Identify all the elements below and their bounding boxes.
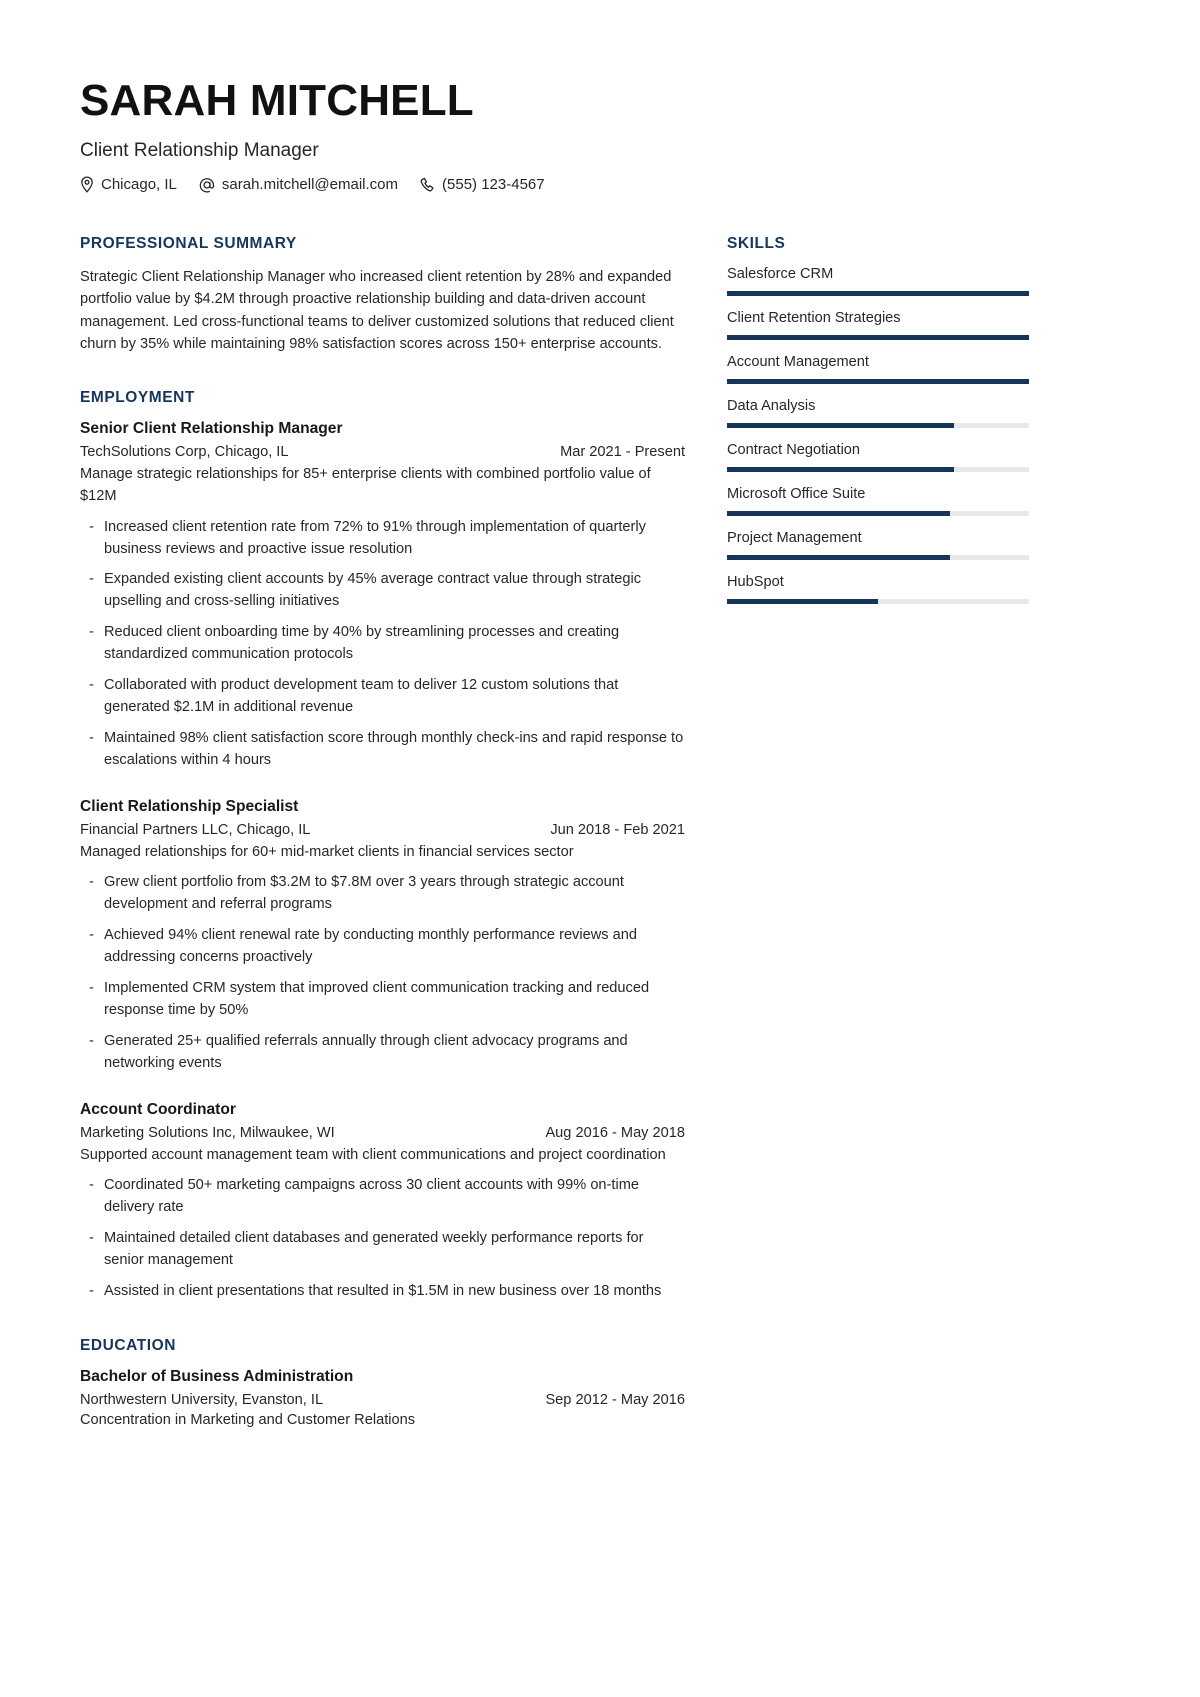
job-bullet-list <box>80 517 685 772</box>
job-bullet-text: Achieved 94% client renewal rate by conducting monthly performance reviews and addressing concerns proactively <box>104 927 637 966</box>
education-dates: Sep 2012 - May 2016 <box>545 1391 685 1408</box>
section-professional-summary <box>80 235 685 355</box>
contact-email[interactable] <box>199 176 398 193</box>
skill-level-track <box>727 555 1029 560</box>
job-bullet-text: Grew client portfolio from $3.2M to $7.8M over 3 years through strategic account development and referral programs <box>104 874 624 913</box>
job-description: Managed relationships for 60+ mid-market clients in financial services sector <box>80 843 574 860</box>
skill-name: Data Analysis <box>727 398 816 415</box>
skills-list <box>727 266 1029 604</box>
skill-level-fill <box>727 555 950 560</box>
skill-level-fill <box>727 599 878 604</box>
contact-location-text: Chicago, IL <box>101 176 177 194</box>
skill-item <box>727 442 1029 472</box>
resume-body <box>80 235 1120 1462</box>
job-dates: Mar 2021 - Present <box>560 443 685 460</box>
bullet-marker-icon: - <box>89 1230 94 1247</box>
job-role: Account Coordinator <box>80 1100 236 1118</box>
employment-list <box>80 420 685 1303</box>
skill-name: Client Retention Strategies <box>727 310 901 327</box>
skill-item <box>727 486 1029 516</box>
job-bullet <box>80 1175 685 1219</box>
skill-name: Account Management <box>727 354 869 371</box>
skill-name: HubSpot <box>727 574 784 591</box>
bullet-marker-icon: - <box>89 729 94 746</box>
section-skills <box>727 235 1029 604</box>
bullet-marker-icon: - <box>89 677 94 693</box>
section-title-education: EDUCATION <box>80 1336 176 1354</box>
skill-item <box>727 530 1029 560</box>
job-bullet <box>80 1228 685 1272</box>
job-dates: Jun 2018 - Feb 2021 <box>550 821 685 838</box>
job-bullet <box>80 517 685 561</box>
job-bullet-text: Maintained 98% client satisfaction score through monthly check-ins and rapid response to escalations within 4 hours <box>104 729 684 768</box>
job-meta <box>80 444 685 460</box>
skill-level-track <box>727 379 1029 384</box>
contact-phone-text: (555) 123-4567 <box>442 176 545 194</box>
section-title-summary: PROFESSIONAL SUMMARY <box>80 235 297 253</box>
education-entry <box>80 1368 685 1428</box>
job-bullet-text: Reduced client onboarding time by 40% by streamlining processes and creating standardized communication protocols <box>104 624 620 663</box>
sidebar-column <box>727 235 1029 638</box>
bullet-marker-icon: - <box>89 927 94 944</box>
education-meta <box>80 1392 685 1408</box>
job-bullet-text: Implemented CRM system that improved client communication tracking and reduced response time by 50% <box>104 980 650 1018</box>
job-bullet <box>80 728 685 772</box>
skill-level-fill <box>727 379 1029 384</box>
job-bullet-text: Increased client retention rate from 72% to 91% through implementation of quarterly business reviews and proactive issue resolution <box>104 518 646 557</box>
skill-level-track <box>727 291 1029 296</box>
section-employment <box>80 389 685 1303</box>
skill-item <box>727 310 1029 340</box>
skill-item <box>727 398 1029 428</box>
skill-level-fill <box>727 291 1029 296</box>
skill-name: Contract Negotiation <box>727 442 861 459</box>
job-bullet-text: Assisted in client presentations that resulted in $1.5M in new business over 18 months <box>104 1283 662 1300</box>
job-bullet <box>80 925 685 969</box>
job-bullet-text: Maintained detailed client databases and generated weekly performance reports for senior management <box>104 1230 644 1269</box>
job-bullet-text: Generated 25+ qualified referrals annually through client advocacy programs and networking events <box>104 1032 628 1071</box>
job-bullet <box>80 1281 685 1303</box>
employment-entry <box>80 798 685 1075</box>
job-dates: Aug 2016 - May 2018 <box>545 1124 685 1141</box>
skill-level-fill <box>727 423 954 428</box>
candidate-name: SARAH MITCHELL <box>80 76 474 125</box>
bullet-marker-icon: - <box>89 1283 94 1300</box>
skill-level-fill <box>727 467 954 472</box>
bullet-marker-icon: - <box>89 624 94 641</box>
summary-text: Strategic Client Relationship Manager who increased client retention by 28% and expanded portfolio value by $4.2M through proactive relationship building and data-driven account management. Led cross-functional teams to deliver customized solutions that reduced client churn by 35% while maintaining 98% satisfaction scores across 150+ enterprise accounts. <box>80 269 674 352</box>
job-bullet-list <box>80 1175 685 1302</box>
bullet-marker-icon: - <box>89 980 94 997</box>
job-role: Senior Client Relationship Manager <box>80 419 343 437</box>
contact-email-text: sarah.mitchell@email.com <box>221 176 399 194</box>
job-bullet <box>80 675 685 719</box>
contact-location <box>80 176 177 193</box>
job-bullet-list <box>80 872 685 1074</box>
job-bullet-text: Collaborated with product development team to deliver 12 custom solutions that generated $2.1M in additional revenue <box>104 677 619 715</box>
job-description: Supported account management team with client communications and project coordination <box>80 1146 666 1163</box>
job-bullet <box>80 872 685 916</box>
bullet-marker-icon: - <box>89 518 94 535</box>
skill-level-fill <box>727 511 950 516</box>
job-bullet-text: Expanded existing client accounts by 45% average contract value through strategic upselling and cross-selling initiatives <box>104 571 642 610</box>
skill-name: Salesforce CRM <box>727 266 834 283</box>
bullet-marker-icon: - <box>89 1177 94 1194</box>
job-bullet-text: Coordinated 50+ marketing campaigns across 30 client accounts with 99% on-time delivery rate <box>104 1177 639 1216</box>
job-role: Client Relationship Specialist <box>80 797 299 815</box>
main-column <box>80 235 685 1462</box>
employment-entry <box>80 420 685 772</box>
skill-level-track <box>727 467 1029 472</box>
education-degree: Bachelor of Business Administration <box>80 1367 354 1385</box>
skill-level-track <box>727 511 1029 516</box>
skill-item <box>727 574 1029 604</box>
skill-name: Microsoft Office Suite <box>727 486 866 503</box>
employment-entry <box>80 1101 685 1303</box>
job-meta <box>80 1125 685 1141</box>
skill-level-track <box>727 423 1029 428</box>
skill-level-fill <box>727 335 1029 340</box>
skill-item <box>727 354 1029 384</box>
job-company: Marketing Solutions Inc, Milwaukee, WI <box>80 1124 335 1141</box>
contact-phone[interactable] <box>420 176 545 193</box>
section-title-skills: SKILLS <box>727 235 786 253</box>
job-bullet <box>80 978 685 1022</box>
bullet-marker-icon: - <box>89 874 94 891</box>
skill-level-track <box>727 599 1029 604</box>
location-pin-icon <box>80 176 94 193</box>
education-note: Concentration in Marketing and Customer Relations <box>80 1411 416 1428</box>
job-company: Financial Partners LLC, Chicago, IL <box>80 821 311 838</box>
education-school: Northwestern University, Evanston, IL <box>80 1391 324 1408</box>
skill-name: Project Management <box>727 530 862 547</box>
job-bullet <box>80 569 685 613</box>
skill-item <box>727 266 1029 296</box>
job-meta <box>80 822 685 838</box>
at-email-icon <box>199 177 215 193</box>
job-description: Manage strategic relationships for 85+ enterprise clients with combined portfolio value of $12M <box>80 465 651 504</box>
skill-level-track <box>727 335 1029 340</box>
resume-header <box>80 78 1120 193</box>
contact-row <box>80 176 1120 193</box>
bullet-marker-icon: - <box>89 571 94 588</box>
job-company: TechSolutions Corp, Chicago, IL <box>80 443 289 460</box>
job-bullet <box>80 1031 685 1075</box>
job-bullet <box>80 622 685 666</box>
phone-icon <box>420 177 435 193</box>
section-education <box>80 1337 685 1428</box>
bullet-marker-icon: - <box>89 1032 94 1049</box>
candidate-job-title: Client Relationship Manager <box>80 140 319 162</box>
section-title-employment: EMPLOYMENT <box>80 388 195 406</box>
education-list <box>80 1368 685 1428</box>
